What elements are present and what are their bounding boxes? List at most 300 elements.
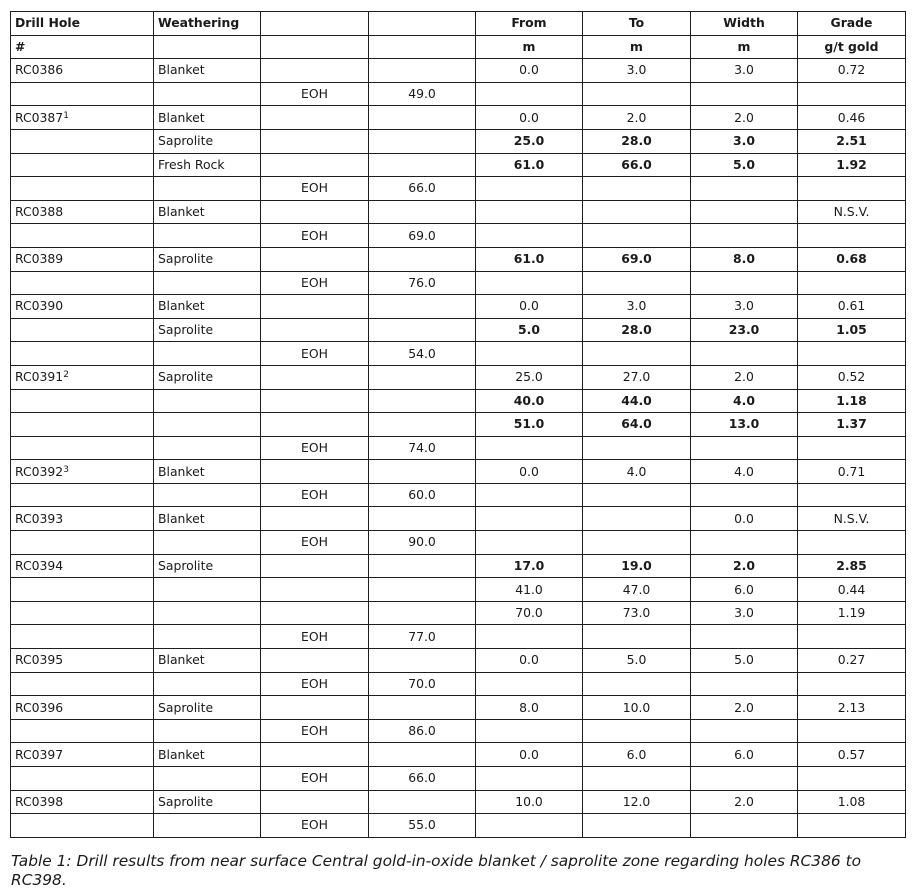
table-row: [11, 672, 906, 696]
cell-eoh-depth: [369, 460, 476, 484]
cell-from: 61.0: [476, 247, 583, 271]
cell-eoh-depth: 54.0: [369, 342, 476, 366]
drill-hole-id: RC0398: [15, 793, 64, 809]
cell-drill-hole: [11, 696, 154, 720]
cell-eoh: EOH: [261, 672, 369, 696]
cell-grade: 0.52: [798, 365, 906, 389]
cell-grade: N.S.V.: [798, 200, 906, 224]
cell-from: 17.0: [476, 554, 583, 578]
table-row: [11, 719, 906, 743]
header-hash: #: [11, 35, 154, 59]
cell-to: [583, 814, 691, 838]
cell-to: 27.0: [583, 365, 691, 389]
cell-to: [583, 342, 691, 366]
header-weathering: Weathering: [154, 12, 261, 36]
cell-grade: 1.19: [798, 601, 906, 625]
cell-grade: 1.37: [798, 413, 906, 437]
cell-eoh: [261, 247, 369, 271]
table-row: [11, 82, 906, 106]
cell-drill-hole: [11, 814, 154, 838]
table-row: [11, 578, 906, 602]
cell-eoh-depth: [369, 507, 476, 531]
cell-grade: 2.13: [798, 696, 906, 720]
cell-width: 3.0: [691, 295, 798, 319]
cell-from: 0.0: [476, 106, 583, 130]
cell-width: [691, 483, 798, 507]
table-row: [11, 200, 906, 224]
cell-from: [476, 507, 583, 531]
cell-eoh-depth: [369, 59, 476, 83]
cell-eoh-depth: [369, 743, 476, 767]
cell-weathering: Blanket: [154, 200, 261, 224]
table-row: [11, 129, 906, 153]
cell-to: 64.0: [583, 413, 691, 437]
cell-drill-hole: [11, 483, 154, 507]
cell-grade: 1.05: [798, 318, 906, 342]
cell-width: 3.0: [691, 59, 798, 83]
cell-to: [583, 200, 691, 224]
cell-grade: [798, 342, 906, 366]
cell-to: 28.0: [583, 318, 691, 342]
cell-to: [583, 625, 691, 649]
cell-from: 8.0: [476, 696, 583, 720]
cell-from: 25.0: [476, 129, 583, 153]
cell-drill-hole: [11, 436, 154, 460]
cell-eoh-depth: [369, 649, 476, 673]
cell-drill-hole: [11, 200, 154, 224]
cell-eoh: EOH: [261, 767, 369, 791]
cell-from: 40.0: [476, 389, 583, 413]
cell-from: 70.0: [476, 601, 583, 625]
cell-drill-hole: [11, 531, 154, 555]
cell-eoh: [261, 649, 369, 673]
cell-eoh: [261, 106, 369, 130]
cell-width: 4.0: [691, 389, 798, 413]
cell-to: 69.0: [583, 247, 691, 271]
cell-width: 5.0: [691, 649, 798, 673]
cell-grade: 0.71: [798, 460, 906, 484]
drill-hole-id: RC0396: [15, 699, 64, 715]
cell-grade: [798, 814, 906, 838]
header-to-unit: m: [583, 35, 691, 59]
cell-width: [691, 177, 798, 201]
cell-weathering: Blanket: [154, 649, 261, 673]
cell-to: 10.0: [583, 696, 691, 720]
header-width: Width: [691, 12, 798, 36]
header-drill-hole: Drill Hole: [11, 12, 154, 36]
cell-drill-hole: [11, 625, 154, 649]
table-row: [11, 531, 906, 555]
cell-drill-hole: [11, 342, 154, 366]
cell-weathering: Blanket: [154, 460, 261, 484]
cell-eoh-depth: 74.0: [369, 436, 476, 460]
cell-eoh-depth: [369, 106, 476, 130]
cell-grade: 0.72: [798, 59, 906, 83]
header-from-unit: m: [476, 35, 583, 59]
cell-width: [691, 719, 798, 743]
cell-to: 73.0: [583, 601, 691, 625]
cell-eoh: [261, 743, 369, 767]
cell-width: 0.0: [691, 507, 798, 531]
cell-width: 8.0: [691, 247, 798, 271]
cell-weathering: [154, 719, 261, 743]
cell-to: [583, 672, 691, 696]
cell-from: 61.0: [476, 153, 583, 177]
cell-eoh: EOH: [261, 814, 369, 838]
header-row-units: [11, 35, 906, 59]
cell-eoh: [261, 413, 369, 437]
footnote-marker: 1: [63, 110, 69, 121]
cell-from: [476, 271, 583, 295]
cell-width: 6.0: [691, 743, 798, 767]
cell-from: [476, 767, 583, 791]
cell-grade: 1.92: [798, 153, 906, 177]
cell-eoh: [261, 554, 369, 578]
cell-eoh-depth: 60.0: [369, 483, 476, 507]
cell-drill-hole: [11, 601, 154, 625]
cell-to: [583, 82, 691, 106]
cell-grade: 0.61: [798, 295, 906, 319]
cell-eoh-depth: 55.0: [369, 814, 476, 838]
cell-eoh-depth: 66.0: [369, 767, 476, 791]
cell-weathering: Saprolite: [154, 790, 261, 814]
cell-drill-hole: [11, 507, 154, 531]
cell-grade: [798, 483, 906, 507]
cell-from: 41.0: [476, 578, 583, 602]
cell-width: 6.0: [691, 578, 798, 602]
cell-eoh-depth: 77.0: [369, 625, 476, 649]
cell-eoh-depth: [369, 696, 476, 720]
cell-grade: 2.85: [798, 554, 906, 578]
drill-hole-id: RC0393: [15, 510, 64, 526]
cell-grade: N.S.V.: [798, 507, 906, 531]
table-row: [11, 247, 906, 271]
cell-width: [691, 767, 798, 791]
table-body: [11, 59, 906, 838]
cell-width: 2.0: [691, 554, 798, 578]
cell-drill-hole: [11, 82, 154, 106]
cell-to: 3.0: [583, 59, 691, 83]
cell-eoh: [261, 153, 369, 177]
cell-eoh: [261, 318, 369, 342]
cell-grade: 0.57: [798, 743, 906, 767]
cell-from: 0.0: [476, 295, 583, 319]
cell-eoh: EOH: [261, 719, 369, 743]
cell-drill-hole: [11, 247, 154, 271]
cell-eoh-depth: [369, 365, 476, 389]
cell-eoh-depth: [369, 295, 476, 319]
cell-grade: 0.68: [798, 247, 906, 271]
cell-eoh-depth: [369, 247, 476, 271]
cell-from: 0.0: [476, 743, 583, 767]
cell-eoh: EOH: [261, 625, 369, 649]
header-blank-2: [369, 12, 476, 36]
header-row-titles: [11, 12, 906, 36]
cell-from: [476, 483, 583, 507]
table-row: [11, 625, 906, 649]
cell-width: [691, 436, 798, 460]
table-row: [11, 790, 906, 814]
cell-weathering: [154, 767, 261, 791]
cell-to: [583, 271, 691, 295]
cell-from: 0.0: [476, 649, 583, 673]
cell-from: [476, 82, 583, 106]
cell-to: [583, 767, 691, 791]
header-width-unit: m: [691, 35, 798, 59]
cell-to: 66.0: [583, 153, 691, 177]
cell-from: 51.0: [476, 413, 583, 437]
cell-drill-hole: [11, 177, 154, 201]
table-row: [11, 295, 906, 319]
cell-eoh: [261, 389, 369, 413]
drill-hole-id: RC0391: [15, 369, 64, 385]
cell-weathering: [154, 389, 261, 413]
cell-eoh: [261, 601, 369, 625]
cell-to: 44.0: [583, 389, 691, 413]
cell-width: 13.0: [691, 413, 798, 437]
cell-drill-hole: [11, 106, 154, 130]
cell-weathering: Blanket: [154, 295, 261, 319]
cell-weathering: Saprolite: [154, 129, 261, 153]
drill-hole-id: RC0394: [15, 557, 64, 573]
header-to: To: [583, 12, 691, 36]
drill-hole-id: RC0395: [15, 652, 64, 668]
cell-to: 3.0: [583, 295, 691, 319]
cell-eoh-depth: 70.0: [369, 672, 476, 696]
cell-eoh-depth: [369, 389, 476, 413]
cell-eoh-depth: 49.0: [369, 82, 476, 106]
cell-grade: 0.46: [798, 106, 906, 130]
cell-eoh: EOH: [261, 271, 369, 295]
cell-grade: [798, 224, 906, 248]
cell-from: [476, 177, 583, 201]
cell-grade: [798, 82, 906, 106]
cell-width: 3.0: [691, 601, 798, 625]
cell-grade: 1.08: [798, 790, 906, 814]
cell-grade: [798, 271, 906, 295]
cell-weathering: Saprolite: [154, 247, 261, 271]
cell-drill-hole: [11, 672, 154, 696]
cell-drill-hole: [11, 59, 154, 83]
cell-from: [476, 625, 583, 649]
cell-weathering: [154, 82, 261, 106]
cell-eoh-depth: [369, 554, 476, 578]
cell-eoh: [261, 578, 369, 602]
header-blank-1: [261, 12, 369, 36]
cell-to: 12.0: [583, 790, 691, 814]
cell-eoh-depth: [369, 129, 476, 153]
cell-weathering: [154, 601, 261, 625]
cell-from: [476, 224, 583, 248]
cell-eoh: [261, 365, 369, 389]
cell-grade: 0.44: [798, 578, 906, 602]
cell-width: 2.0: [691, 696, 798, 720]
table-row: [11, 177, 906, 201]
cell-weathering: [154, 177, 261, 201]
cell-from: [476, 436, 583, 460]
table-row: [11, 413, 906, 437]
cell-eoh-depth: [369, 200, 476, 224]
table-row: [11, 767, 906, 791]
cell-to: 2.0: [583, 106, 691, 130]
cell-width: [691, 224, 798, 248]
table-row: [11, 814, 906, 838]
cell-weathering: [154, 672, 261, 696]
drill-hole-id: RC0389: [15, 251, 64, 267]
cell-width: [691, 200, 798, 224]
cell-weathering: Saprolite: [154, 365, 261, 389]
cell-from: 0.0: [476, 460, 583, 484]
table-row: [11, 696, 906, 720]
drill-results-table: [10, 11, 906, 838]
cell-width: 23.0: [691, 318, 798, 342]
cell-to: [583, 177, 691, 201]
header-from: From: [476, 12, 583, 36]
table-row: [11, 649, 906, 673]
drill-hole-id: RC0390: [15, 298, 64, 314]
cell-eoh: EOH: [261, 483, 369, 507]
cell-to: [583, 531, 691, 555]
cell-width: [691, 271, 798, 295]
cell-grade: [798, 719, 906, 743]
cell-grade: [798, 767, 906, 791]
cell-weathering: [154, 271, 261, 295]
cell-eoh: [261, 790, 369, 814]
cell-to: [583, 436, 691, 460]
table-row: [11, 59, 906, 83]
cell-grade: [798, 177, 906, 201]
cell-eoh-depth: 86.0: [369, 719, 476, 743]
cell-grade: [798, 625, 906, 649]
cell-from: 5.0: [476, 318, 583, 342]
cell-drill-hole: [11, 271, 154, 295]
cell-eoh: EOH: [261, 82, 369, 106]
footnote-marker: 2: [63, 370, 69, 381]
header-grade-unit: g/t gold: [798, 35, 906, 59]
cell-to: 19.0: [583, 554, 691, 578]
cell-from: [476, 342, 583, 366]
cell-eoh-depth: 76.0: [369, 271, 476, 295]
cell-width: [691, 625, 798, 649]
drill-hole-id: RC0397: [15, 746, 64, 762]
cell-weathering: [154, 625, 261, 649]
cell-grade: [798, 531, 906, 555]
header-units-blank-3: [369, 35, 476, 59]
cell-to: 28.0: [583, 129, 691, 153]
cell-eoh: EOH: [261, 531, 369, 555]
cell-drill-hole: [11, 129, 154, 153]
cell-to: 5.0: [583, 649, 691, 673]
drill-hole-id: RC0392: [15, 463, 64, 479]
cell-weathering: Saprolite: [154, 554, 261, 578]
cell-width: 4.0: [691, 460, 798, 484]
cell-drill-hole: [11, 224, 154, 248]
cell-eoh: [261, 129, 369, 153]
cell-from: [476, 814, 583, 838]
cell-drill-hole: [11, 389, 154, 413]
cell-from: 0.0: [476, 59, 583, 83]
table-row: [11, 507, 906, 531]
cell-grade: 2.51: [798, 129, 906, 153]
cell-grade: [798, 436, 906, 460]
cell-width: [691, 82, 798, 106]
cell-from: [476, 672, 583, 696]
table-row: [11, 318, 906, 342]
table-row: [11, 106, 906, 130]
cell-eoh-depth: [369, 413, 476, 437]
cell-eoh-depth: [369, 790, 476, 814]
table-header: [11, 12, 906, 59]
cell-to: [583, 483, 691, 507]
cell-drill-hole: [11, 578, 154, 602]
cell-width: 2.0: [691, 790, 798, 814]
cell-width: [691, 672, 798, 696]
cell-width: [691, 342, 798, 366]
cell-eoh-depth: [369, 578, 476, 602]
table-row: [11, 271, 906, 295]
table-row: [11, 460, 906, 484]
cell-to: [583, 719, 691, 743]
cell-weathering: Fresh Rock: [154, 153, 261, 177]
cell-grade: [798, 672, 906, 696]
cell-drill-hole: [11, 318, 154, 342]
cell-weathering: Blanket: [154, 507, 261, 531]
table-row: [11, 601, 906, 625]
cell-drill-hole: [11, 743, 154, 767]
cell-eoh-depth: 69.0: [369, 224, 476, 248]
cell-eoh: EOH: [261, 177, 369, 201]
cell-drill-hole: [11, 365, 154, 389]
cell-weathering: Blanket: [154, 743, 261, 767]
table-row: [11, 342, 906, 366]
cell-weathering: [154, 436, 261, 460]
cell-weathering: [154, 483, 261, 507]
cell-width: 3.0: [691, 129, 798, 153]
cell-to: [583, 507, 691, 531]
cell-eoh-depth: 90.0: [369, 531, 476, 555]
header-units-blank-1: [154, 35, 261, 59]
cell-drill-hole: [11, 767, 154, 791]
cell-weathering: Blanket: [154, 106, 261, 130]
cell-to: [583, 224, 691, 248]
cell-from: [476, 719, 583, 743]
cell-drill-hole: [11, 460, 154, 484]
cell-drill-hole: [11, 413, 154, 437]
drill-hole-id: RC0388: [15, 204, 64, 220]
cell-from: [476, 200, 583, 224]
cell-width: 2.0: [691, 365, 798, 389]
cell-width: [691, 814, 798, 838]
cell-width: 5.0: [691, 153, 798, 177]
cell-eoh-depth: [369, 601, 476, 625]
cell-to: 47.0: [583, 578, 691, 602]
table-row: [11, 365, 906, 389]
cell-eoh: EOH: [261, 436, 369, 460]
cell-eoh: EOH: [261, 224, 369, 248]
cell-width: 2.0: [691, 106, 798, 130]
cell-to: 6.0: [583, 743, 691, 767]
cell-drill-hole: [11, 554, 154, 578]
cell-from: [476, 531, 583, 555]
cell-weathering: [154, 342, 261, 366]
cell-eoh: [261, 460, 369, 484]
table-row: [11, 153, 906, 177]
cell-eoh: [261, 507, 369, 531]
cell-eoh: [261, 59, 369, 83]
cell-weathering: Blanket: [154, 59, 261, 83]
cell-eoh-depth: [369, 153, 476, 177]
cell-eoh: EOH: [261, 342, 369, 366]
